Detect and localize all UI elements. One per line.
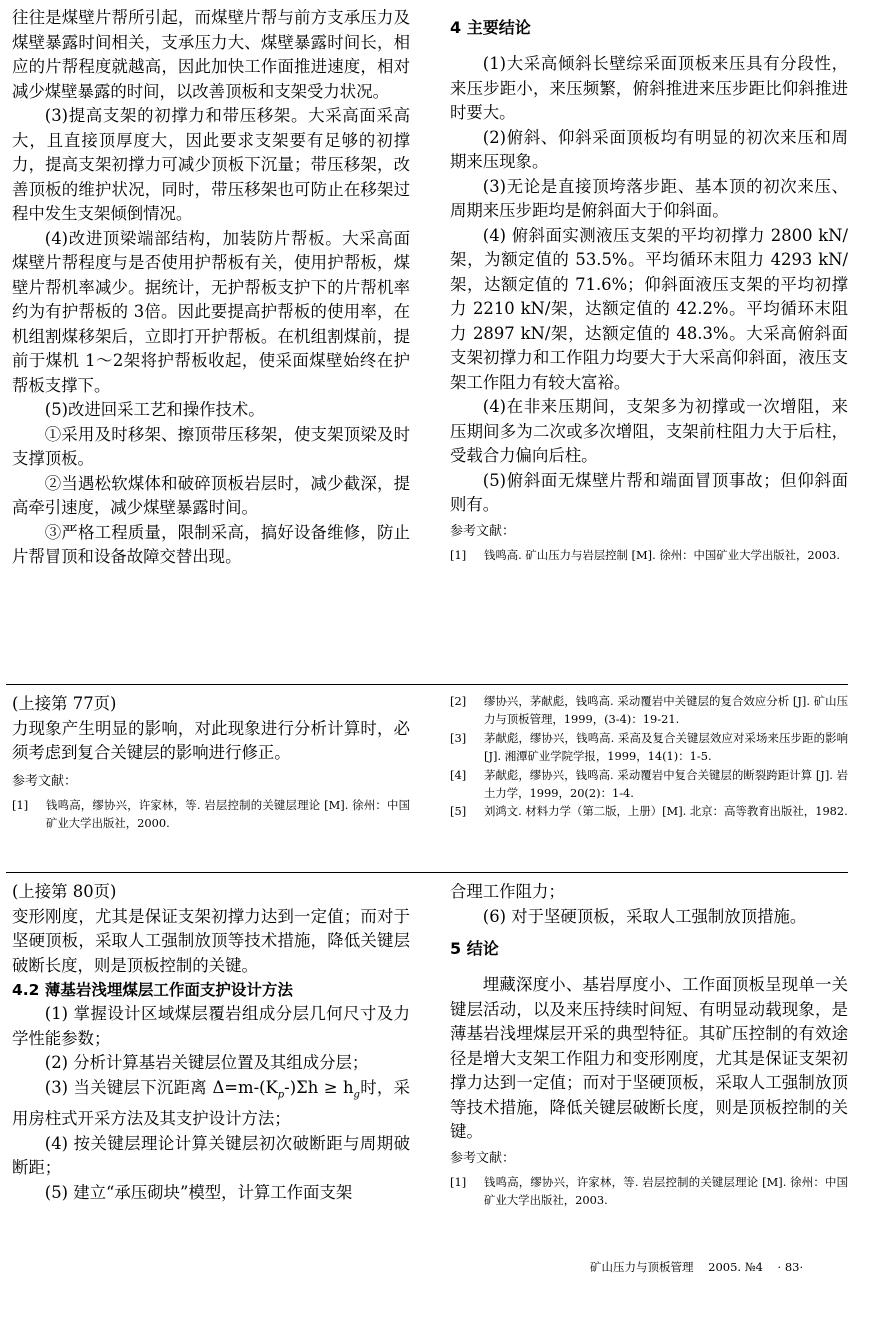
journal-name: 矿山压力与顶板管理 [590, 1260, 694, 1274]
bottom-left-column [12, 880, 410, 1205]
mid-right-column [450, 692, 848, 821]
references-title: 参考文献： [12, 773, 78, 789]
top-right-column [450, 16, 848, 564]
paragraph: 埋藏深度小、基岩厚度小、工作面顶板呈现单一关键层活动，以及来压持续时间短、有明显动载现象，是薄基岩浅埋煤层开采的典型特征。其矿压控制的有效途径是增大支架工作阻力和变形刚度，尤其是保证支架初撑力达到一定值；而对于坚硬顶板，采取人工强制放顶等技术措施，降低关键层破断长度，则是顶板控制的关键。 [450, 975, 848, 1141]
page-footer [590, 1259, 803, 1275]
section-heading: 4 主要结论 [450, 18, 531, 37]
section-heading: 5 结论 [450, 939, 499, 958]
paragraph: (1) 掌握设计区域煤层覆岩组成分层几何尺寸及力学性能参数； [12, 1004, 410, 1048]
paragraph: (5)俯斜面无煤壁片帮和端面冒顶事故；但仰斜面则有。 [450, 470, 848, 514]
divider [6, 684, 848, 685]
issue-number: 2005. №4 [708, 1260, 763, 1274]
reference-text: 茅献彪，缪协兴，钱鸣高. 采高及复合关键层效应对采场来压步距的影响 [J]. 湘潭矿业学院学报，1999，14(1)：1-5. [484, 730, 848, 764]
paragraph: ②当遇松软煤体和破碎顶板岩层时，减少截深，提高牵引速度，减少煤壁暴露时间。 [12, 473, 410, 517]
paragraph: 变形刚度，尤其是保证支架初撑力达到一定值；而对于坚硬顶板，采取人工强制放顶等技术措施，降低关键层破断长度，则是顶板控制的关键。 [12, 906, 410, 975]
paragraph: (6) 对于坚硬顶板，采取人工强制放顶措施。 [482, 906, 807, 926]
reference-text: 钱鸣高，缪协兴，许家林，等. 岩层控制的关键层理论 [M]. 徐州：中国矿业大学出版社，2003. [484, 1174, 848, 1207]
formula-part: (3) 当关键层下沉距离 Δ=m-(K [44, 1077, 278, 1097]
page-number: · 83· [777, 1260, 804, 1274]
reference-number: [4] [450, 767, 467, 782]
bottom-right-column [450, 880, 848, 1209]
reference-item [450, 546, 848, 564]
paragraph: 合理工作阻力； [450, 882, 565, 901]
formula-part: -)Σh ≥ h [284, 1077, 354, 1097]
reference-text: 茅献彪，缪协兴，钱鸣高. 采动覆岩中复合关键层的断裂跨距计算 [J]. 岩土力学，1999，20(2)：1-4. [484, 767, 848, 801]
paragraph: ③严格工程质量，限制采高，搞好设备维修，防止片帮冒顶和设备故障交替出现。 [12, 522, 410, 566]
reference-number: [2] [450, 694, 467, 708]
references-title: 参考文献： [450, 523, 516, 539]
reference-item [450, 729, 848, 766]
reference-number: [1] [12, 797, 29, 812]
paragraph: 力现象产生明显的影响，对此现象进行分析计算时，必须考虑到复合关键层的影响进行修正。 [12, 718, 410, 762]
paragraph: (4)在非来压期间，支架多为初撑或一次增阻，来压期间多为二次或多次增阻，支架前柱阻力大于后柱，受载合力偏向后柱。 [450, 397, 848, 465]
divider [6, 872, 848, 873]
reference-item [450, 766, 848, 803]
reference-number: [3] [450, 730, 467, 745]
subsection-heading: 4.2 薄基岩浅埋煤层工作面支护设计方法 [12, 981, 293, 999]
references-title: 参考文献： [450, 1150, 516, 1166]
reference-number: [1] [450, 547, 467, 562]
paragraph: (5)改进回采工艺和操作技术。 [44, 400, 265, 419]
paragraph: (3)无论是直接顶垮落步距、基本顶的初次来压、周期来压步距均是俯斜面大于仰斜面。 [450, 176, 848, 220]
formula-part: 时，采用房柱式开采方法及其支护设计方法； [12, 1077, 410, 1129]
paragraph: (4)改进顶梁端部结构，加装防片帮板。大采高面煤壁片帮程度与是否使用护帮板有关，使用护帮板，煤壁片帮机率减少。据统计，无护帮板支护下的片帮机率约为有护帮板的 3倍。因此要提高护帮板的使用率，在机组割煤移架后，立即打开护帮板。在机组割煤前，提前于煤机 1～2架将护帮板收起，使采面煤壁始终在护帮板支撑下。 [12, 228, 410, 395]
reference-number: [1] [450, 1174, 467, 1189]
paragraph: (4) 按关键层理论计算关键层初次破断距与周期破断距； [12, 1133, 410, 1178]
continued-note: (上接第 77页) [12, 694, 117, 713]
paragraph: (4) 俯斜面实测液压支架的平均初撑力 2800 kN/架，为额定值的 53.5%。平均循环末阻力 4293 kN/架，达额定值的 71.6%；仰斜面液压支架的平均初撑力 2210 kN/架，达额定值的 42.2%。平均循环末阻力 2897 kN/架，达额定值的 48.3%。大采高俯斜面支架初撑力和工作阻力均要大于大采高仰斜面，液压支架工作阻力有较大富裕。 [450, 225, 848, 392]
continued-note: (上接第 80页) [12, 882, 117, 901]
reference-text: 刘鸿文. 材料力学（第二版，上册）[M]. 北京：高等教育出版社，1982. [484, 804, 848, 819]
paragraph: ①采用及时移架、擦顶带压移架，使支架顶梁及时支撑顶板。 [12, 424, 410, 468]
reference-item [450, 692, 848, 729]
paragraph: (1)大采高倾斜长壁综采面顶板来压具有分段性，来压步距小，来压频繁，俯斜推进来压步距比仰斜推进时要大。 [450, 54, 848, 122]
formula-paragraph [12, 1076, 410, 1132]
paragraph: (2)俯斜、仰斜采面顶板均有明显的初次来压和周期来压现象。 [450, 127, 848, 171]
reference-item [450, 802, 848, 820]
reference-number: [5] [450, 804, 467, 819]
reference-text: 缪协兴，茅献彪，钱鸣高. 采动覆岩中关键层的复合效应分析 [J]. 矿山压力与顶板管理，1999，(3-4)：19-21. [484, 694, 848, 727]
paragraph: (2) 分析计算基岩关键层位置及其组成分层； [44, 1053, 369, 1072]
paragraph: 往往是煤壁片帮所引起，而煤壁片帮与前方支承压力及煤壁暴露时间相关，支承压力大、煤壁暴露时间长，相应的片帮程度就越高，因此加快工作面推进速度，相对减少煤壁暴露的时间，以改善顶板和支架受力状况。 [12, 8, 410, 101]
paragraph: (3)提高支架的初撑力和带压移架。大采高面采高大，且直接顶厚度大，因此要求支架要有足够的初撑力，提高支架初撑力可减少顶板下沉量；带压移架，改善顶板的维护状况，同时，带压移架也可防止在移架过程中发生支架倾倒情况。 [12, 106, 410, 223]
formula-subscript: g [353, 1088, 360, 1100]
formula-subscript: p [277, 1088, 285, 1100]
top-left-column [12, 6, 410, 570]
reference-text: 钱鸣高，缪协兴，许家林，等. 岩层控制的关键层理论 [M]. 徐州：中国矿业大学出版社，2000. [46, 797, 410, 830]
reference-item [450, 1173, 848, 1210]
reference-item [12, 796, 410, 833]
mid-left-column [12, 692, 410, 832]
paragraph: (5) 建立“承压砌块”模型，计算工作面支架 [44, 1182, 353, 1202]
reference-text: 钱鸣高. 矿山压力与岩层控制 [M]. 徐州：中国矿业大学出版社，2003. [484, 547, 841, 562]
